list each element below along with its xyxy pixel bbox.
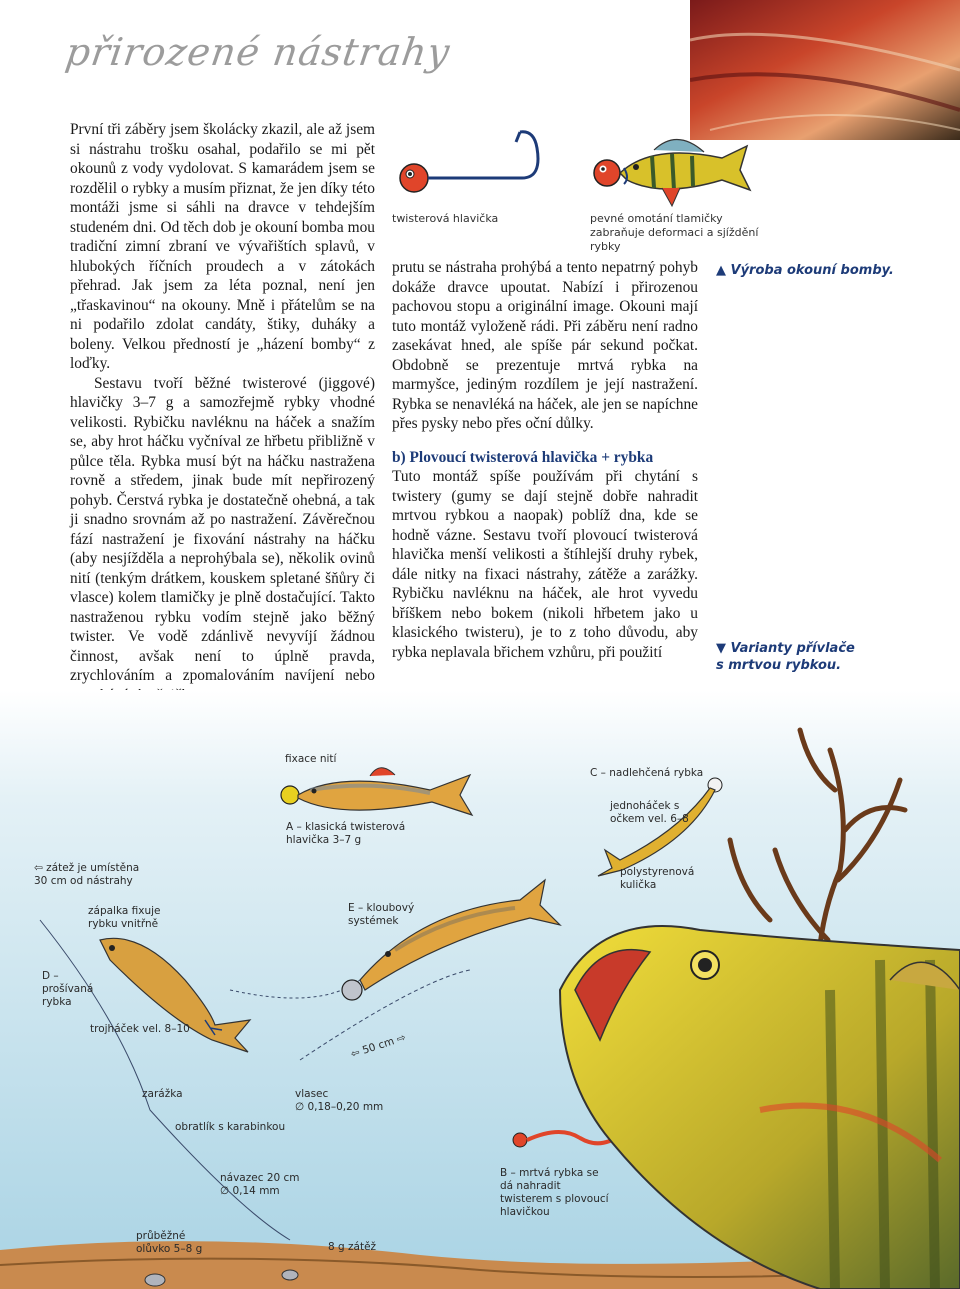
side-caption-bottom-line1: ▼ Varianty přívlače [716,641,855,656]
label-vlasec-1: vlasec [295,1088,329,1100]
label-fixace: fixace nití [285,753,337,765]
underwater-scene [0,690,960,1289]
label-vlasec-2: ∅ 0,18–0,20 mm [295,1101,384,1113]
middle-paragraph-1: prutu se nástraha prohýbá a tento nepatrný pohyb dokáže dravce upoutat. Nabízí i přirozenou pachovou stopu a originální image. Okouni mají tuto montáž vyloženě rádi. Při záběru není radno zasekávat hned, ale spíše pár sekund počkat. Obdobně se prezentuje mrtvá rybka na marmyšce, jediným rozdílem je její nastražení. Rybka se nenavléká na háček, ale jen se napíchne přes pysky nebo přes oční důlky. [392,259,698,432]
label-b: B – mrtvá rybka se dá nahradit twisterem s plovoucí hlavičkou [500,1167,609,1218]
label-zapalka: zápalka fixuje rybku vnitřně [88,905,161,930]
label-c: C – nadlehčená rybka [590,767,704,779]
middle-paragraph-2: Tuto montáž spíše používám při chytání s twistery (gumy se dají stejně dobře nahradit mrtvou rybkou a naopak) poblíž dna, kde se hodně vázne. Sestavu tvoří plovoucí twisterová hlavička menší velikosti a štíhlejší druhy rybek, dále nitky na fixaci nástrahy, zátěže a zarážky. Rybičku navléknu na háček, ale hrot vyvedu bříškem nebo bokem (nikoli hřbetem jako u klasického twisteru), je to z toho důvodu, aby rybka neplavala břichem vzhůru, při použití [392,468,698,661]
caption-wrapping: pevné omotání tlamičky zabraňuje deformaci a sjíždění rybky [590,212,759,253]
section-heading-b: b) Plovoucí twisterová hlavička + rybka [392,448,654,466]
perch-on-jig-icon [594,139,750,206]
scene-illustration [0,690,960,1289]
page-title: přirozené nástrahy [62,30,453,74]
label-zatez [34,862,144,888]
label-trojhacek: trojháček vel. 8–10 [90,1023,190,1035]
left-paragraph-1: První tři záběry jsem školácky zkazil, ale až jsem si nástrahu trošku osahal, podařilo se mi pět okounů z vody vydolovat. S kamarádem jsem se rozdělil o rybky a musím přiznat, že jen díky této montáži jsme si sáhli na dravce v tehdejším studeném dni. Od těch dob je okouní bomba mou tradiční zimní zbraní ve vývařištích splavů, v hlubokých říčních proudech a v zátokách přehrad. Jak jsem za léta poznal, není jen „třaskavinou“ na okouny. Mně i přátelům se na ni podařilo zdolat candáty, štiky, duháky a boleny. Velkou předností je „házení bomby“ z loďky. [70,121,375,372]
label-50cm: ⇦ 50 cm ⇨ [349,1031,408,1061]
label-olivko: průběžné olůvko 5–8 g [136,1230,203,1255]
middle-column [392,258,698,662]
label-navazec [220,1172,320,1198]
left-paragraph-2: Sestavu tvoří běžné twisterové (jiggové) hlavičky 3–7 g a samozřejmě rybky vhodné velikosti. Rybičku navléknu na háček a snažím se, aby hrot háčku vyčníval ze hřbetu přibližně v půlce těla. Rybka musí být na háčku nastražena rovně a středem, jinak bude mít nepřirozený pohyb. Čerstvá rybka je dostatečně ohebná, a tak ji snadno srovnám až po nastražení. Závěrečnou fází nastražení je fixování nástrahy na háčku (aby nesjížděla a neprohýbala se), několik ovinů nití (tenkým drátkem, kouskem spletané šňůry či vlasce) kolem tlamičky je plně dostačující. Takto nastraženou rybku vodím stejně jako běžný twister. Ve vodě zdánlivě nevyvíjí žádnou činnost, avšak není to úplně pravda, zrychlováním a zpomalováním navíjení nebo [70,374,375,684]
label-e: E – kloubový systémek [348,902,415,927]
sinker-olive-icon [145,1274,165,1286]
side-caption-top: ▲ Výroba okouní bomby. [716,263,894,278]
label-zatez8: 8 g zátěž [328,1241,377,1253]
jig-head-icon [400,132,538,192]
label-navazec-1: návazec 20 cm [220,1172,300,1184]
bomb-assembly-illustration [392,118,752,218]
label-jednohacek: jednoháček s očkem vel. 6–8 [610,800,689,825]
label-polystyren: polystyrenová kulička [620,866,695,891]
sinker-8g-icon [282,1270,298,1280]
side-caption-bottom [716,640,916,674]
label-d: D – prošívaná rybka [42,970,94,1008]
left-column [70,120,375,705]
side-caption-bottom-line2: s mrtvou rybkou. [716,658,842,673]
label-navazec-2: ∅ 0,14 mm [220,1185,280,1197]
label-zatez-text: zátež je umístěna 30 cm od nástrahy [34,862,140,887]
label-a: A – klasická twisterová hlavička 3–7 g [286,821,406,846]
caption-twister-head: twisterová hlavička [392,212,499,225]
label-vlasec [295,1088,395,1114]
hollow-arrow-icon: ⇦ [34,862,47,874]
label-zarazka: zarážka [142,1088,183,1100]
label-obratlik: obratlík s karabinkou [175,1121,286,1133]
